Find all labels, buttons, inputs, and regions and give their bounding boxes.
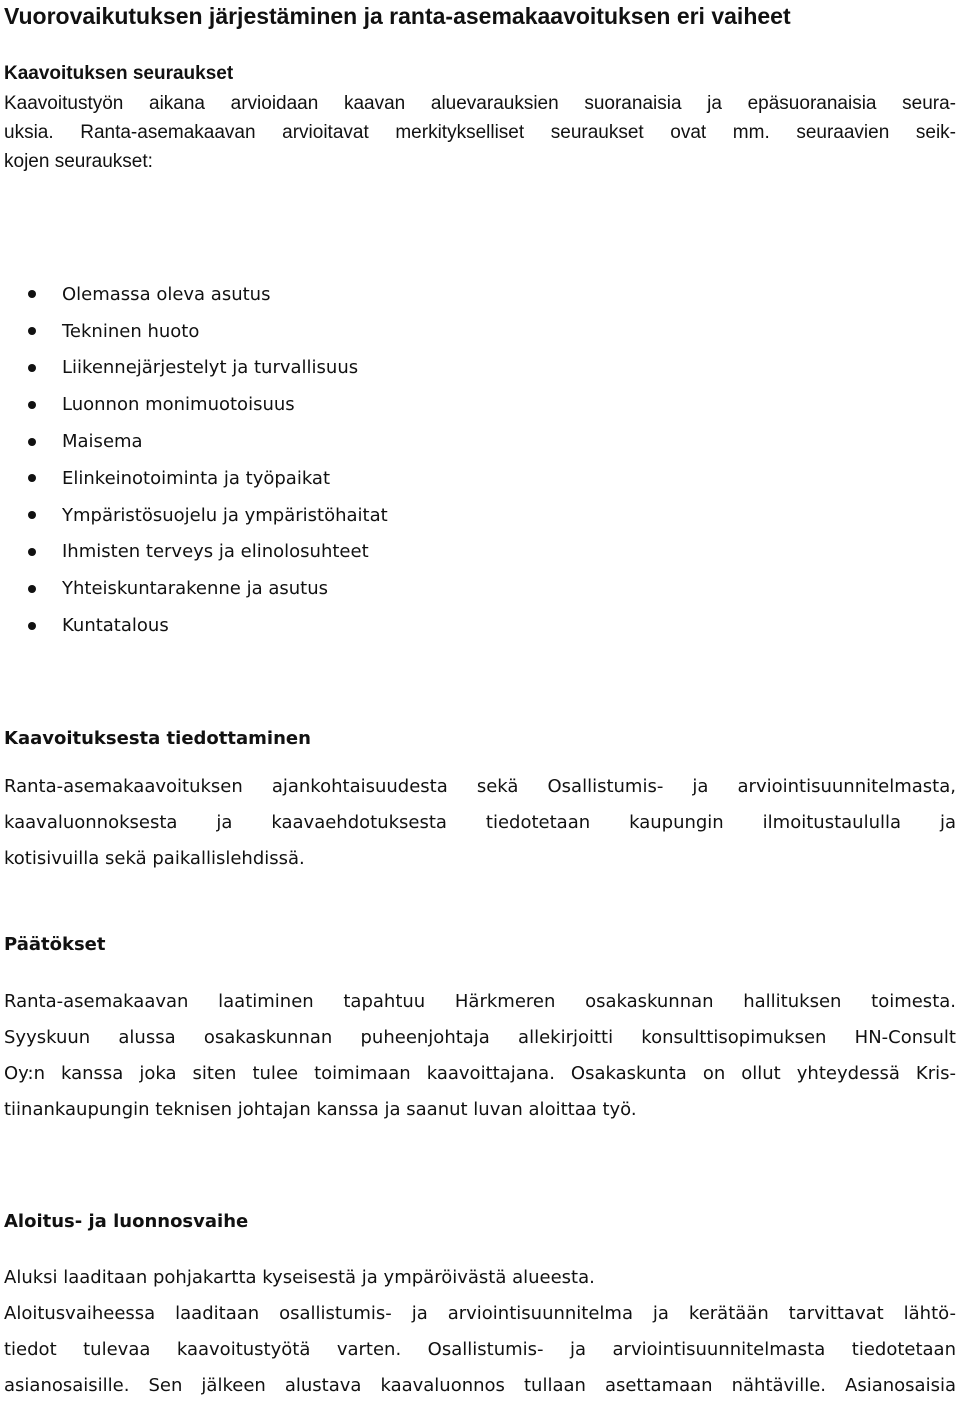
list-item-label: Liikennejärjestelyt ja turvallisuus <box>62 357 359 379</box>
list-item-label: Yhteiskuntarakenne ja asutus <box>62 578 329 600</box>
bullet-icon <box>28 622 36 630</box>
list-item-label: Luonnon monimuotoisuus <box>62 394 295 416</box>
bullet-icon <box>28 401 36 409</box>
paragraph-tiedottaminen <box>4 769 956 877</box>
page-title: Vuorovaikutuksen järjestäminen ja ranta-asemakaavoituksen eri vaiheet <box>4 3 791 29</box>
section-heading-tiedottaminen: Kaavoituksesta tiedottaminen <box>4 728 311 749</box>
text-line: Ranta-asemakaavoituksen ajankohtaisuudesta sekä Osallistumis- ja arviointisuunnitelmasta, <box>4 776 956 797</box>
list-item <box>28 497 388 534</box>
bullet-icon <box>28 585 36 593</box>
bullet-icon <box>28 327 36 335</box>
list-item-label: Ihmisten terveys ja elinolosuhteet <box>62 541 369 563</box>
list-item-label: Olemassa oleva asutus <box>62 283 271 305</box>
list-item-label: Elinkeinotoiminta ja työpaikat <box>62 467 331 489</box>
text-line: Aloitusvaiheessa laaditaan osallistumis- ja arviointisuunnitelma ja kerätään tarvittavat lähtö- <box>4 1303 956 1324</box>
text-line: Aluksi laaditaan pohjakartta kyseisestä ja ympäröivästä alueesta. <box>4 1267 595 1288</box>
text-line: tiedot tulevaa kaavoitustyötä varten. Osallistumis- ja arviointisuunnitelmasta tiedotetaan <box>4 1339 956 1360</box>
text-line: Syyskuun alussa osakaskunnan puheenjohtaja allekirjoitti konsulttisopimuksen HN-Consult <box>4 1027 956 1048</box>
text-line: tiinankaupungin teknisen johtajan kanssa ja saanut luvan aloittaa työ. <box>4 1099 637 1120</box>
bullet-icon <box>28 511 36 519</box>
list-item <box>28 276 388 313</box>
paragraph-paatokset <box>4 984 956 1128</box>
text-line: Ranta-asemakaavan laatiminen tapahtuu Härkmeren osakaskunnan hallituksen toimesta. <box>4 991 956 1012</box>
text-line: kaavaluonnoksesta ja kaavaehdotuksesta tiedotetaan kaupungin ilmoitustaululla ja <box>4 812 956 833</box>
list-item <box>28 350 388 387</box>
text-line: Kaavoitustyön aikana arvioidaan kaavan aluevarauksien suoranaisia ja epäsuoranaisia seura- <box>4 93 956 114</box>
bullet-icon <box>28 364 36 372</box>
section-heading-aloitus: Aloitus- ja luonnosvaihe <box>4 1211 249 1232</box>
list-item <box>28 607 388 644</box>
bullet-icon <box>28 548 36 556</box>
section-heading-paatokset: Päätökset <box>4 934 106 955</box>
list-item <box>28 534 388 571</box>
list-item <box>28 386 388 423</box>
list-item <box>28 570 388 607</box>
list-item-label: Ympäristösuojelu ja ympäristöhaitat <box>62 504 388 526</box>
list-item-label: Tekninen huoto <box>62 320 200 342</box>
bullet-icon <box>28 290 36 298</box>
section-heading-seuraukset: Kaavoituksen seuraukset <box>4 63 234 84</box>
paragraph-seuraukset <box>4 89 956 176</box>
list-item <box>28 423 388 460</box>
paragraph-aloitus <box>4 1260 956 1404</box>
text-line: Oy:n kanssa joka siten tulee toimimaan kaavoittajana. Osakaskunta on ollut yhteydessä Kris- <box>4 1063 956 1084</box>
bullet-icon <box>28 438 36 446</box>
text-line: kojen seuraukset: <box>4 151 153 172</box>
list-item <box>28 313 388 350</box>
text-line: kotisivuilla sekä paikallislehdissä. <box>4 848 305 869</box>
text-line: asianosaisille. Sen jälkeen alustava kaavaluonnos tullaan asettamaan nähtäville. Asianosaisia <box>4 1375 956 1396</box>
bullet-icon <box>28 474 36 482</box>
list-item-label: Kuntatalous <box>62 615 169 637</box>
list-item <box>28 460 388 497</box>
list-item-label: Maisema <box>62 431 143 453</box>
consequence-list <box>28 276 388 644</box>
text-line: uksia. Ranta-asemakaavan arvioitavat merkitykselliset seuraukset ovat mm. seuraavien seik- <box>4 122 956 143</box>
